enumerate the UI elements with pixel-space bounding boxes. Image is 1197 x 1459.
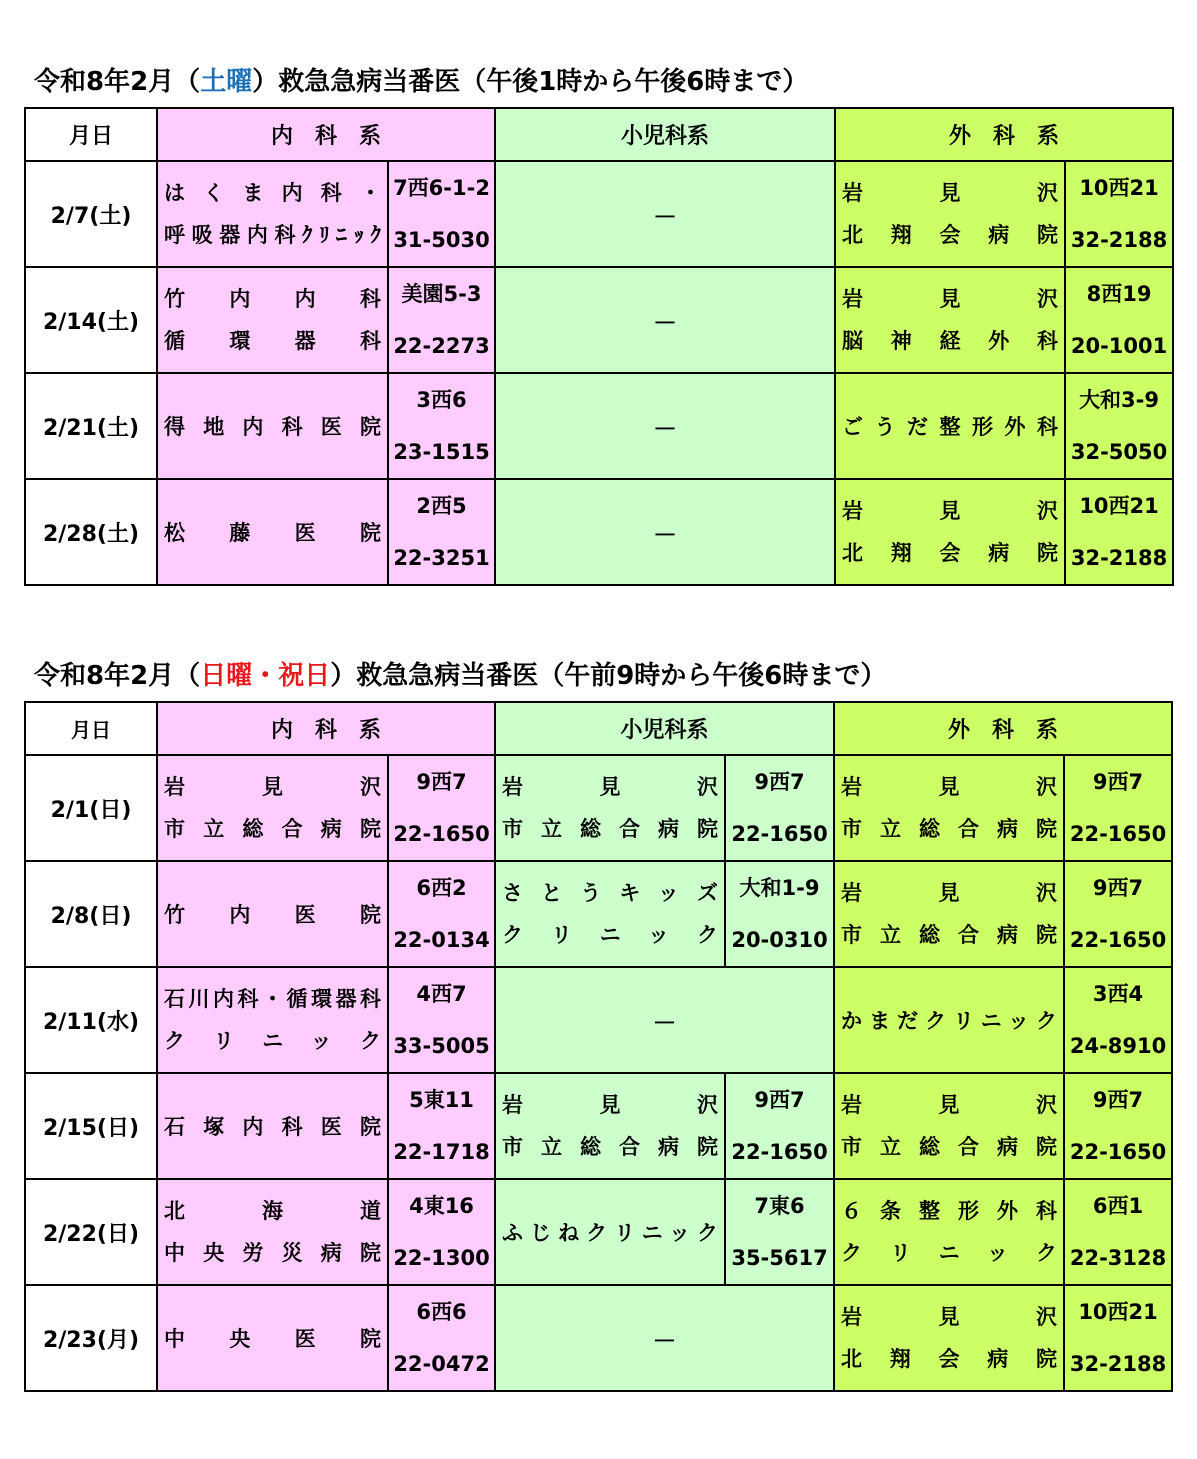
surgical-address: 8西19 xyxy=(1086,282,1152,306)
internal-clinic-name-line: 中央医院 xyxy=(164,1327,383,1351)
header-pediatric: 小児科系 xyxy=(495,702,834,755)
section2-title-highlight: 日曜・祝日 xyxy=(200,661,331,691)
internal-clinic-name-line: 松藤医院 xyxy=(164,521,383,545)
header-date: 月日 xyxy=(25,702,157,755)
pediatric-phone: 35-5617 xyxy=(731,1246,828,1270)
surgical-address: 10西21 xyxy=(1079,494,1159,518)
internal-contact xyxy=(388,373,495,479)
internal-clinic-name-line: 竹内内科 xyxy=(164,287,383,311)
surgical-address: 9西7 xyxy=(1092,770,1144,794)
surgical-clinic-name xyxy=(835,161,1065,267)
surgical-contact xyxy=(1064,1285,1172,1391)
internal-phone: 22-0472 xyxy=(393,1352,490,1376)
surgical-clinic-name xyxy=(835,479,1065,585)
pediatric-none: － xyxy=(495,267,835,373)
pediatric-clinic-name xyxy=(495,1073,725,1179)
internal-address: 7西6-1-2 xyxy=(393,176,490,200)
surgical-contact xyxy=(1064,1073,1172,1179)
pediatric-contact xyxy=(725,1179,834,1285)
surgical-contact xyxy=(1064,967,1172,1073)
surgical-clinic-name-line: 北翔会病院 xyxy=(842,541,1061,565)
internal-clinic-name xyxy=(157,1285,388,1391)
surgical-contact xyxy=(1065,373,1173,479)
pediatric-address: 7東6 xyxy=(754,1194,805,1218)
internal-contact xyxy=(388,161,495,267)
sunday-holiday-rows xyxy=(25,755,1172,1391)
internal-clinic-name-line: 循環器科 xyxy=(164,329,383,353)
row-date: 2/28(土) xyxy=(25,479,157,585)
table-row xyxy=(25,267,1173,373)
section1-title-highlight: 土曜 xyxy=(200,67,253,97)
internal-clinic-name xyxy=(157,267,388,373)
internal-contact xyxy=(388,861,495,967)
internal-address: 6西6 xyxy=(416,1300,467,1324)
internal-clinic-name xyxy=(157,373,388,479)
pediatric-address: 大和1-9 xyxy=(739,876,820,900)
internal-phone: 22-2273 xyxy=(393,334,490,358)
surgical-clinic-name xyxy=(835,267,1065,373)
internal-address: 5東11 xyxy=(409,1088,474,1112)
pediatric-contact xyxy=(725,1073,834,1179)
surgical-contact xyxy=(1065,161,1173,267)
sunday-holiday-schedule-table xyxy=(24,701,1173,1392)
row-date: 2/21(土) xyxy=(25,373,157,479)
surgical-clinic-name xyxy=(834,1179,1064,1285)
surgical-clinic-name-line: ６条整形外科 xyxy=(841,1199,1060,1223)
surgical-clinic-name-line: 岩見沢 xyxy=(841,775,1060,799)
internal-clinic-name-line: 竹内医院 xyxy=(164,903,383,927)
surgical-clinic-name xyxy=(835,373,1065,479)
row-date: 2/1(日) xyxy=(25,755,157,861)
internal-clinic-name xyxy=(157,479,388,585)
pediatric-phone: 22-1650 xyxy=(731,1140,828,1164)
header-surgical: 外 科 系 xyxy=(834,702,1172,755)
internal-clinic-name xyxy=(157,1073,388,1179)
header-surgical: 外 科 系 xyxy=(835,108,1173,161)
surgical-clinic-name-line: クリニック xyxy=(841,1241,1060,1265)
internal-contact xyxy=(388,755,495,861)
internal-clinic-name xyxy=(157,967,388,1073)
surgical-contact xyxy=(1064,861,1172,967)
internal-contact xyxy=(388,1285,495,1391)
internal-phone: 22-1718 xyxy=(393,1140,490,1164)
table-row xyxy=(25,967,1172,1073)
row-date: 2/14(土) xyxy=(25,267,157,373)
surgical-clinic-name-line: 市立総合病院 xyxy=(841,817,1060,841)
surgical-address: 10西21 xyxy=(1078,1300,1158,1324)
pediatric-clinic-name-line: 岩見沢 xyxy=(502,1093,721,1117)
surgical-clinic-name-line: 岩見沢 xyxy=(842,499,1061,523)
pediatric-none: － xyxy=(495,479,835,585)
surgical-clinic-name xyxy=(834,861,1064,967)
surgical-clinic-name xyxy=(834,755,1064,861)
surgical-phone: 22-1650 xyxy=(1069,1140,1167,1164)
surgical-phone: 22-1650 xyxy=(1069,928,1167,952)
table-row xyxy=(25,1179,1172,1285)
pediatric-none: － xyxy=(495,967,834,1073)
internal-clinic-name-line: 呼吸器内科ｸﾘﾆｯｸ xyxy=(164,223,383,247)
pediatric-clinic-name xyxy=(495,1179,725,1285)
surgical-address: 9西7 xyxy=(1092,876,1144,900)
internal-clinic-name xyxy=(157,1179,388,1285)
surgical-clinic-name-line: 北翔会病院 xyxy=(842,223,1061,247)
pediatric-clinic-name xyxy=(495,861,725,967)
row-date: 2/22(日) xyxy=(25,1179,157,1285)
internal-address: 6西2 xyxy=(416,876,467,900)
pediatric-clinic-name-line: ふじねクリニック xyxy=(502,1221,721,1245)
pediatric-none: － xyxy=(495,1285,834,1391)
surgical-clinic-name-line: 岩見沢 xyxy=(841,1093,1060,1117)
surgical-clinic-name xyxy=(834,1285,1064,1391)
surgical-contact xyxy=(1064,755,1172,861)
section1-title xyxy=(34,66,808,98)
internal-clinic-name-line: はくま内科・ xyxy=(164,181,383,205)
pediatric-address: 9西7 xyxy=(754,1088,805,1112)
surgical-phone: 32-2188 xyxy=(1069,1352,1167,1376)
internal-clinic-name-line: 北海道 xyxy=(164,1199,383,1223)
surgical-phone: 32-5050 xyxy=(1070,440,1168,464)
table-row xyxy=(25,373,1173,479)
pediatric-clinic-name xyxy=(495,755,725,861)
surgical-clinic-name-line: 北翔会病院 xyxy=(841,1347,1060,1371)
row-date: 2/8(日) xyxy=(25,861,157,967)
surgical-contact xyxy=(1065,479,1173,585)
section1-title-pre: 令和8年2月（ xyxy=(34,67,201,97)
surgical-clinic-name-line: かまだクリニック xyxy=(841,1009,1060,1033)
saturday-schedule-table xyxy=(24,107,1174,586)
internal-phone: 22-0134 xyxy=(393,928,490,952)
header-internal: 内 科 系 xyxy=(157,108,495,161)
internal-clinic-name xyxy=(157,161,388,267)
surgical-phone: 22-3128 xyxy=(1069,1246,1167,1270)
surgical-clinic-name-line: 岩見沢 xyxy=(842,287,1061,311)
surgical-address: 9西7 xyxy=(1092,1088,1144,1112)
table-row xyxy=(25,1073,1172,1179)
surgical-phone: 20-1001 xyxy=(1070,334,1168,358)
pediatric-address: 9西7 xyxy=(754,770,805,794)
surgical-clinic-name xyxy=(834,967,1064,1073)
internal-clinic-name-line: クリニック xyxy=(164,1029,383,1053)
surgical-address: 10西21 xyxy=(1079,176,1159,200)
internal-address: 3西6 xyxy=(416,388,467,412)
internal-clinic-name-line: 中央労災病院 xyxy=(164,1241,383,1265)
pediatric-contact xyxy=(725,755,834,861)
internal-address: 4東16 xyxy=(409,1194,474,1218)
pediatric-clinic-name-line: 市立総合病院 xyxy=(502,817,721,841)
surgical-clinic-name-line: 岩見沢 xyxy=(841,1305,1060,1329)
internal-clinic-name xyxy=(157,861,388,967)
surgical-clinic-name-line: 岩見沢 xyxy=(841,881,1060,905)
internal-address: 2西5 xyxy=(416,494,467,518)
row-date: 2/23(月) xyxy=(25,1285,157,1391)
row-date: 2/15(日) xyxy=(25,1073,157,1179)
internal-phone: 22-3251 xyxy=(393,546,490,570)
internal-clinic-name-line: 石塚内科医院 xyxy=(164,1115,383,1139)
pediatric-phone: 20-0310 xyxy=(731,928,828,952)
header-pediatric: 小児科系 xyxy=(495,108,835,161)
pediatric-clinic-name-line: クリニック xyxy=(502,923,721,947)
internal-contact xyxy=(388,1179,495,1285)
internal-address: 美園5-3 xyxy=(401,282,482,306)
internal-phone: 31-5030 xyxy=(393,228,490,252)
pediatric-contact xyxy=(725,861,834,967)
surgical-phone: 24-8910 xyxy=(1069,1034,1167,1058)
internal-contact xyxy=(388,479,495,585)
surgical-clinic-name xyxy=(834,1073,1064,1179)
surgical-contact xyxy=(1065,267,1173,373)
pediatric-none: － xyxy=(495,161,835,267)
internal-contact xyxy=(388,267,495,373)
surgical-clinic-name-line: ごうだ整形外科 xyxy=(842,415,1061,439)
table-row xyxy=(25,861,1172,967)
surgical-address: 大和3-9 xyxy=(1079,388,1160,412)
pediatric-clinic-name-line: 岩見沢 xyxy=(502,775,721,799)
internal-clinic-name-line: 岩見沢 xyxy=(164,775,383,799)
table-row xyxy=(25,755,1172,861)
surgical-contact xyxy=(1064,1179,1172,1285)
internal-phone: 22-1300 xyxy=(393,1246,490,1270)
internal-clinic-name-line: 市立総合病院 xyxy=(164,817,383,841)
internal-phone: 33-5005 xyxy=(393,1034,490,1058)
header-date: 月日 xyxy=(25,108,157,161)
pediatric-clinic-name-line: さとうキッズ xyxy=(502,881,721,905)
internal-contact xyxy=(388,967,495,1073)
table-row xyxy=(25,161,1173,267)
surgical-phone: 22-1650 xyxy=(1069,822,1167,846)
header-internal: 内 科 系 xyxy=(157,702,495,755)
pediatric-clinic-name-line: 市立総合病院 xyxy=(502,1135,721,1159)
surgical-clinic-name-line: 脳神経外科 xyxy=(842,329,1061,353)
surgical-address: 3西4 xyxy=(1092,982,1144,1006)
section2-title-post: ）救急急病当番医（午前9時から午後6時まで） xyxy=(330,661,887,691)
internal-address: 9西7 xyxy=(416,770,467,794)
internal-clinic-name xyxy=(157,755,388,861)
table-row xyxy=(25,479,1173,585)
surgical-clinic-name-line: 市立総合病院 xyxy=(841,923,1060,947)
internal-address: 4西7 xyxy=(416,982,467,1006)
surgical-phone: 32-2188 xyxy=(1070,228,1168,252)
internal-clinic-name-line: 石川内科・循環器科 xyxy=(164,987,383,1011)
surgical-phone: 32-2188 xyxy=(1070,546,1168,570)
internal-phone: 22-1650 xyxy=(393,822,490,846)
section1-title-post: ）救急急病当番医（午後1時から午後6時まで） xyxy=(252,67,809,97)
surgical-address: 6西1 xyxy=(1092,1194,1144,1218)
internal-contact xyxy=(388,1073,495,1179)
section2-title xyxy=(34,660,886,692)
internal-phone: 23-1515 xyxy=(393,440,490,464)
surgical-clinic-name-line: 岩見沢 xyxy=(842,181,1061,205)
table-row xyxy=(25,1285,1172,1391)
surgical-clinic-name-line: 市立総合病院 xyxy=(841,1135,1060,1159)
pediatric-none: － xyxy=(495,373,835,479)
row-date: 2/7(土) xyxy=(25,161,157,267)
row-date: 2/11(水) xyxy=(25,967,157,1073)
internal-clinic-name-line: 得地内科医院 xyxy=(164,415,383,439)
section2-title-pre: 令和8年2月（ xyxy=(34,661,201,691)
pediatric-phone: 22-1650 xyxy=(731,822,828,846)
saturday-rows xyxy=(25,161,1173,585)
